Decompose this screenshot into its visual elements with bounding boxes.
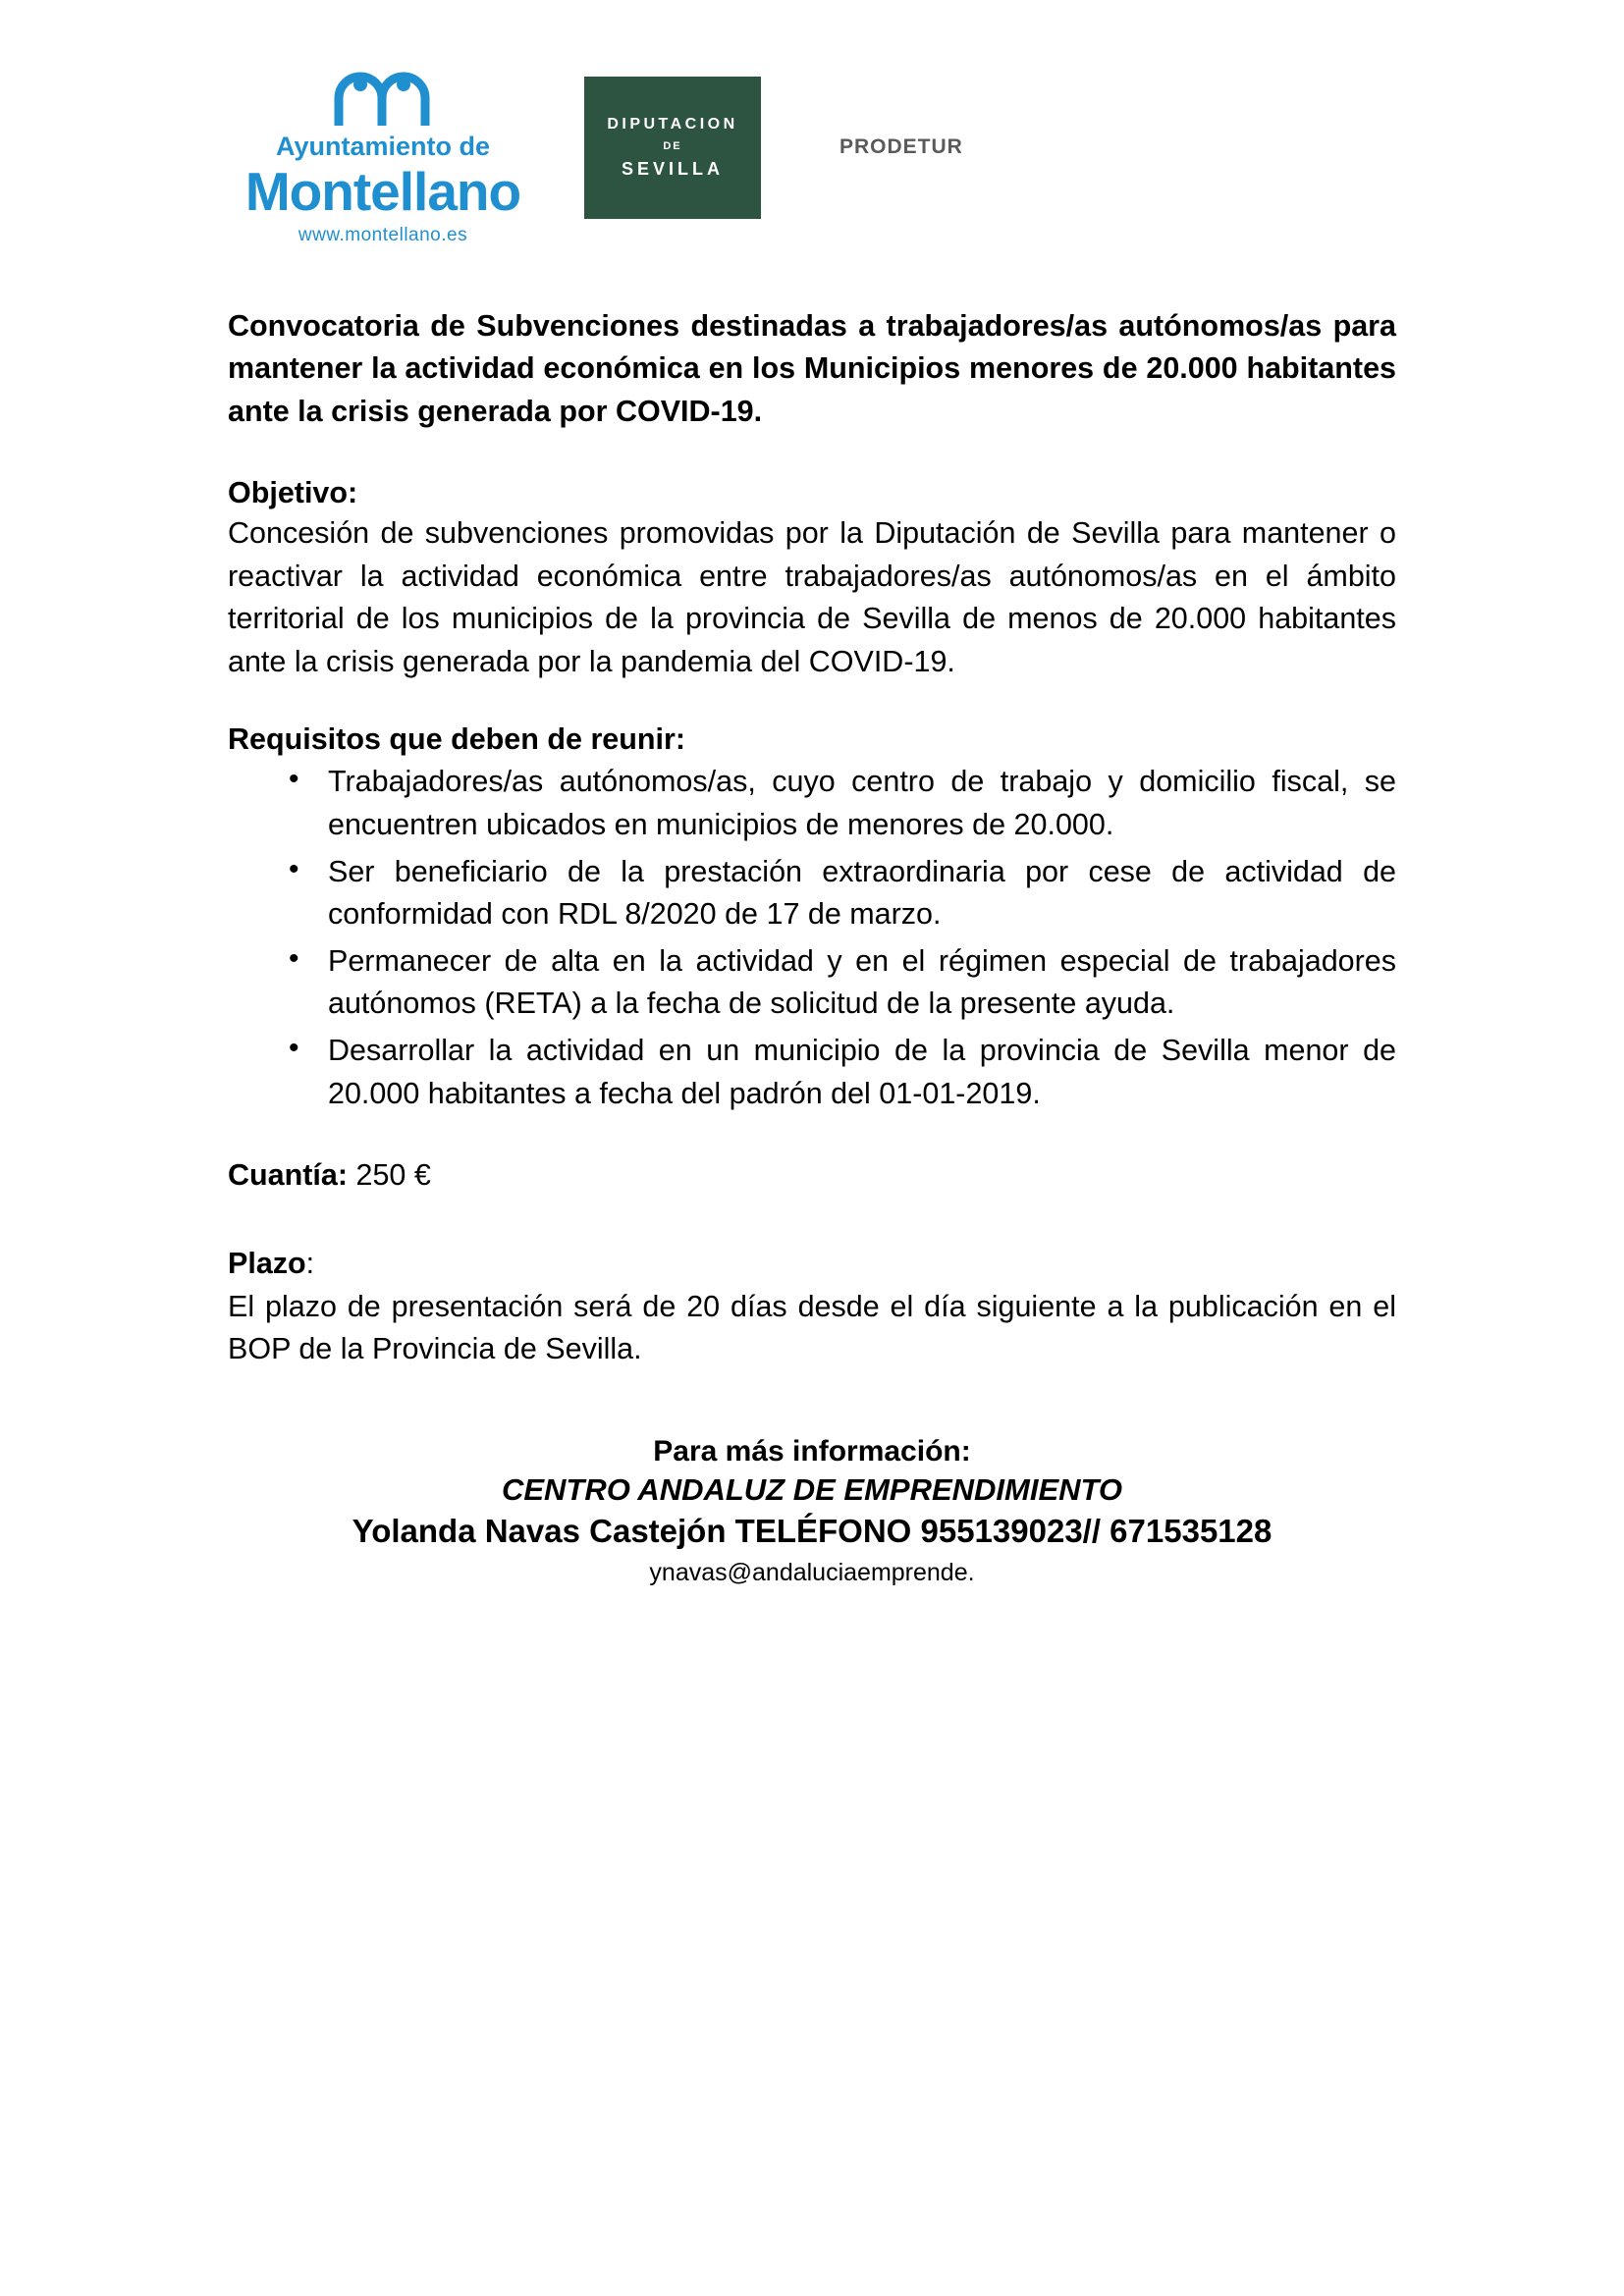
document-content [0,246,1624,1589]
contact-footer [228,1432,1396,1590]
diputacion-line-1: DIPUTACION [607,116,738,133]
requisitos-heading: Requisitos que deben de reunir: [228,722,686,757]
list-item: • Desarrollar la actividad en un municipio de la provincia de Sevilla menor de 20.000 habitantes a fecha del padrón del 01-01-2019. [228,1030,1396,1115]
requisitos-list [228,761,1396,1115]
contact-email: ynavas@andaluciaemprende. [649,1558,975,1586]
montellano-logo [236,69,530,246]
page-title: Convocatoria de Subvenciones destinadas a trabajadores/as autónomos/as para mantener la actividad económica en los Municipios menores de 20.000 habitantes ante la crisis generada por COVID-19. [228,309,1396,428]
more-info-label: Para más información: [653,1434,971,1468]
cuantia-value: 250 € [355,1158,431,1193]
arch-logo-icon [329,69,437,130]
contact-person-phone: Yolanda Navas Castejón TELÉFONO 955139023// 671535128 [352,1513,1272,1550]
montellano-ayuntamiento-label: Ayuntamiento de [275,132,491,161]
list-item: • Trabajadores/as autónomos/as, cuyo centro de trabajo y domicilio fiscal, se encuentren ubicados en municipios de menores de 20.000. [228,761,1396,846]
cuantia-line [228,1154,1396,1198]
plazo-colon: : [305,1246,315,1280]
logo-header [0,0,1624,246]
objetivo-heading: Objetivo: [228,475,358,509]
montellano-town-name: Montellano [244,161,521,222]
list-item: • Permanecer de alta en la actividad y en el régimen especial de trabajadores autónomos (RETA) a la fecha de solicitud de la presente ayuda. [228,940,1396,1026]
diputacion-sevilla-logo [584,77,761,219]
diputacion-line-2: DE [663,140,682,152]
prodetur-logo: PRODETUR [839,135,963,158]
montellano-website: www.montellano.es [298,225,468,246]
cuantia-heading: Cuantía: [228,1158,348,1193]
plazo-paragraph: El plazo de presentación será de 20 días desde el día siguiente a la publicación en el BOP de la Provincia de Sevilla. [228,1289,1396,1366]
plazo-line [228,1243,1396,1286]
list-item: • Ser beneficiario de la prestación extraordinaria por cese de actividad de conformidad con RDL 8/2020 de 17 de marzo. [228,851,1396,936]
plazo-heading: Plazo [228,1246,306,1280]
entity-name: CENTRO ANDALUZ DE EMPRENDIMIENTO [501,1471,1123,1507]
objetivo-paragraph: Concesión de subvenciones promovidas por la Diputación de Sevilla para mantener o reactivar la actividad económica entre trabajadores/as autónomos/as en el ámbito territorial de los municipios de la provincia de Sevilla de menos de 20.000 habitantes ante la crisis generada por la pandemia del COVID-19. [228,515,1396,678]
diputacion-line-3: SEVILLA [621,159,724,179]
